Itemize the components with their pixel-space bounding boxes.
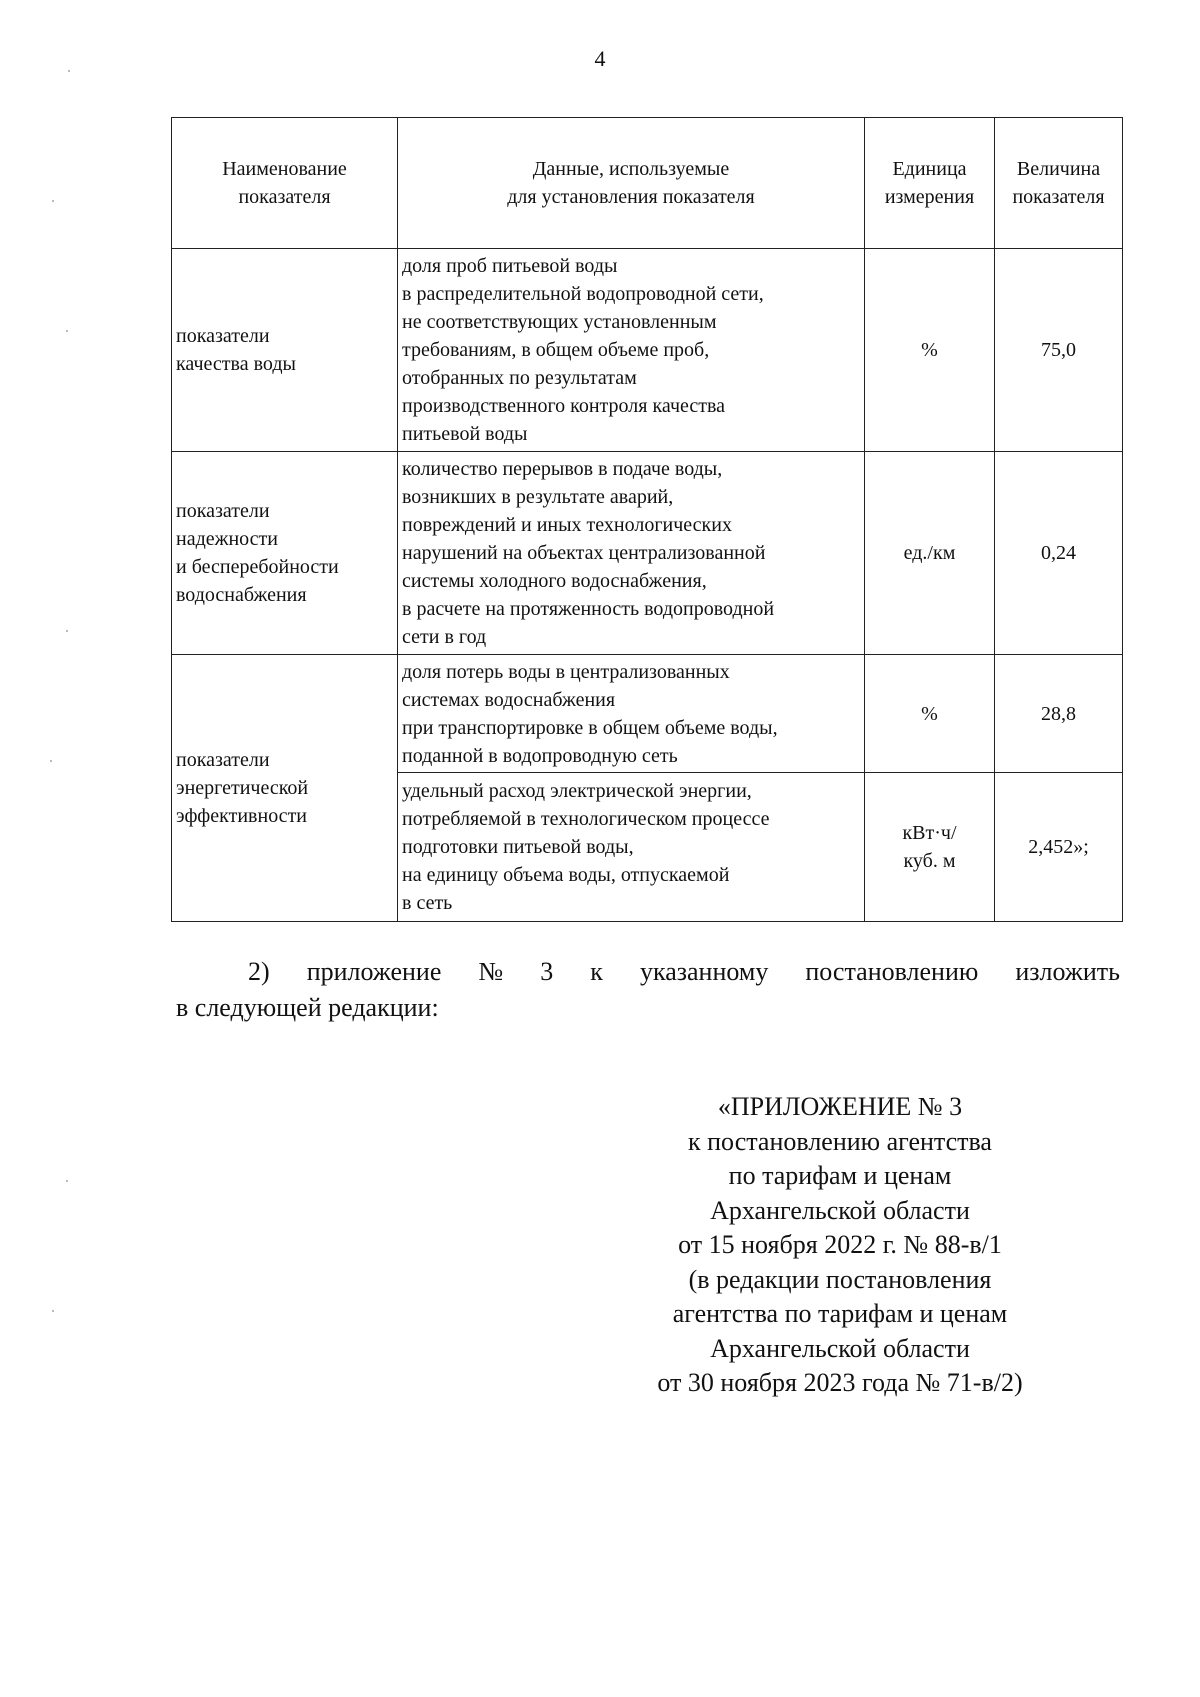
paragraph-word: постановлению [805,957,979,986]
appendix-line: Архангельской области [710,1195,970,1225]
appendix-line: от 15 ноября 2022 г. № 88-в/1 [678,1230,1002,1259]
appendix-line: от 30 ноября 2023 года № 71-в/2) [657,1368,1023,1397]
scan-speck [66,630,68,632]
indicator-name-cell: показатели энергетической эффективности [172,655,398,922]
table-row [172,249,1123,452]
scan-speck [52,200,54,202]
indicator-name-cell: показатели качества воды [172,249,398,452]
scan-speck [50,760,52,762]
header-indicator-name: Наименование показателя [172,118,398,249]
appendix-line: по тарифам и ценам [728,1161,952,1190]
paragraph-word: приложение [306,957,442,986]
indicator-unit-cell: ед./км [865,452,995,655]
paragraph-word: к [590,957,603,986]
scan-speck [66,1180,68,1182]
appendix-line: Архангельской области [710,1333,970,1363]
paragraph-line-1 [176,954,1120,990]
indicator-unit-cell: % [865,249,995,452]
indicator-data-cell: доля проб питьевой воды в распределительной водопроводной сети, не соответствующих установленным требованиям, в общем объеме проб, отобранных по результатам производственного контроля качества питьевой воды [398,249,865,452]
paragraph-line-2: в следующей редакции: [176,993,439,1022]
appendix-line: агентства по тарифам и ценам [672,1299,1008,1328]
header-data-used: Данные, используемые для установления показателя [398,118,865,249]
header-unit: Единица измерения [865,118,995,249]
scan-speck [52,1310,54,1312]
scan-speck [68,70,70,72]
indicator-value-cell: 75,0 [995,249,1123,452]
paragraph-word: 3 [540,957,554,986]
table-row [172,655,1123,773]
appendix-heading [610,1090,1070,1401]
paragraph-word: № [478,957,504,986]
indicator-data-cell: количество перерывов в подаче воды, возникших в результате аварий, повреждений и иных технологических нарушений на объектах централизованной системы холодного водоснабжения, в расчете на протяженность водопроводной сети в год [398,452,865,655]
indicator-value-cell: 28,8 [995,655,1123,773]
paragraph-word: 2) [248,957,270,986]
indicator-name-cell: показатели надежности и бесперебойности водоснабжения [172,452,398,655]
page-number: 4 [594,46,606,71]
appendix-line: к постановлению агентства [688,1126,992,1156]
appendix-line: «ПРИЛОЖЕНИЕ № 3 [717,1092,963,1121]
indicator-unit-cell: кВт·ч/ куб. м [865,773,995,922]
indicators-table [171,117,1123,922]
indicator-unit-cell: % [865,655,995,773]
paragraph-word: указанному [639,957,769,986]
appendix-line: (в редакции постановления [688,1264,992,1294]
indicator-value-cell: 2,452»; [995,773,1123,922]
indicator-value-cell: 0,24 [995,452,1123,655]
indicator-data-cell: доля потерь воды в централизованных системах водоснабжения при транспортировке в общем объеме воды, поданной в водопроводную сеть [398,655,865,773]
scan-speck [66,330,68,332]
header-value: Величина показателя [995,118,1123,249]
amendment-paragraph [176,954,1120,1026]
indicator-data-cell: удельный расход электрической энергии, потребляемой в технологическом процессе подготовки питьевой воды, на единицу объема воды, отпускаемой в сеть [398,773,865,922]
table-header-row [172,118,1123,249]
table-row [172,452,1123,655]
paragraph-word: изложить [1015,957,1120,986]
